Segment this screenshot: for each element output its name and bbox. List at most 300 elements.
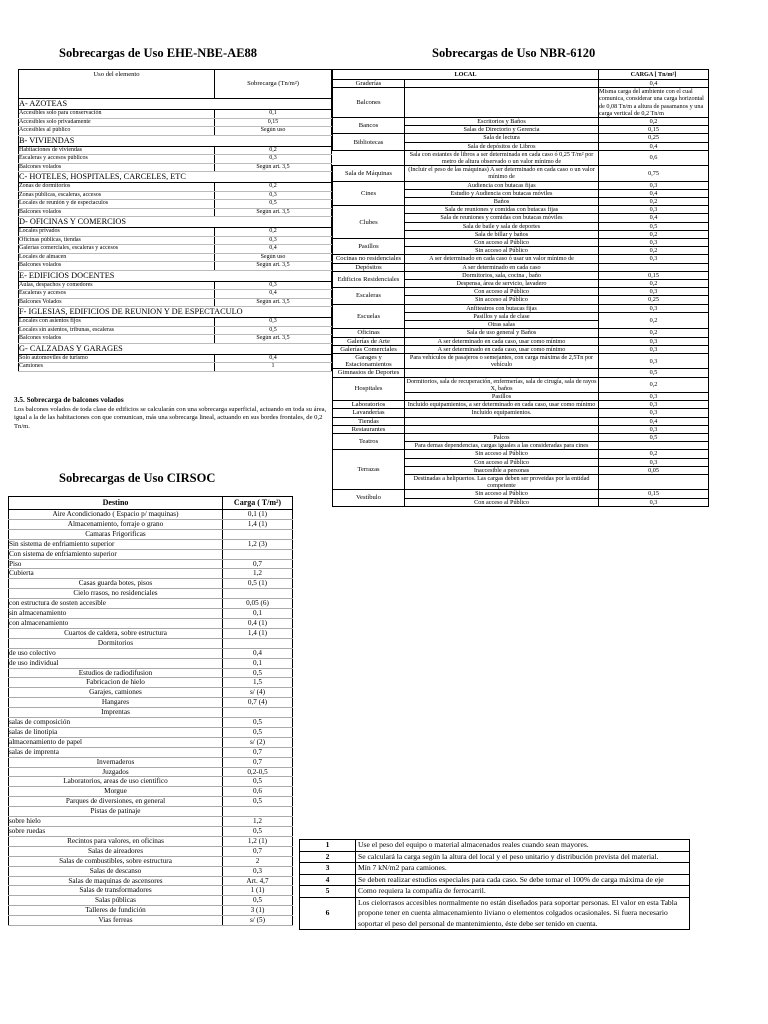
ehe-use-cell: Camiones bbox=[19, 363, 215, 372]
cirsoc-row bbox=[9, 668, 293, 678]
nbr-load-cell: 0,3 bbox=[599, 498, 709, 506]
cirsoc-load-cell: 0,1 (1) bbox=[223, 510, 293, 520]
cirsoc-title: Sobrecargas de Uso CIRSOC bbox=[59, 471, 216, 485]
ehe-load-cell: 0,3 bbox=[215, 281, 332, 290]
nbr-load-cell: 0,4 bbox=[599, 80, 709, 88]
nbr-load-cell: 0,2 bbox=[599, 198, 709, 206]
cirsoc-load-cell: 0,7 bbox=[223, 846, 293, 856]
ehe-load-cell: 0,15 bbox=[215, 118, 332, 127]
ehe-section-label: B- VIVIENDAS bbox=[19, 135, 332, 146]
ehe-row bbox=[19, 290, 332, 299]
ehe-row bbox=[19, 110, 332, 119]
nbr-group-cell: Tiendas bbox=[333, 417, 405, 425]
footnote-text: Como requiera la compañía de ferrocarril. bbox=[356, 886, 690, 898]
nbr-row bbox=[333, 369, 709, 377]
nbr-load-cell: 0,5 bbox=[599, 433, 709, 441]
ehe-row bbox=[19, 163, 332, 172]
nbr-description-cell: Sala de billar y baños bbox=[405, 230, 599, 238]
ehe-section-label: D- OFICINAS Y COMERCIOS bbox=[19, 217, 332, 228]
cirsoc-destination-cell: Salas de transformadores bbox=[9, 886, 223, 896]
nbr-group-cell: Oficinas bbox=[333, 329, 405, 337]
ehe-use-cell: Escaleras y accesos públicos bbox=[19, 155, 215, 164]
cirsoc-row bbox=[9, 856, 293, 866]
ehe-load-cell: 0,3 bbox=[215, 236, 332, 245]
ehe-row bbox=[19, 335, 332, 344]
cirsoc-row bbox=[9, 589, 293, 599]
nbr-group-cell: Garages y Estacionamientos bbox=[333, 353, 405, 368]
cirsoc-row bbox=[9, 807, 293, 817]
nbr-description-cell bbox=[405, 88, 599, 118]
footnote-text: Se deben realizar estudios especiales para cada caso. Se debe tomar el 100% de carga máxima de eje bbox=[356, 874, 690, 886]
nbr-load-cell: 0,4 bbox=[599, 189, 709, 197]
nbr-load-cell: 0,4 bbox=[599, 214, 709, 222]
nbr-description-cell: Pasillos bbox=[405, 392, 599, 400]
ehe-load-cell: 0,2 bbox=[215, 228, 332, 237]
cirsoc-load-cell: 0,5 bbox=[223, 718, 293, 728]
ehe-use-cell: Accesibles solo para conservación bbox=[19, 110, 215, 119]
ehe-use-cell: Locales sin asientos, tribunas, escaleras bbox=[19, 326, 215, 335]
ehe-row bbox=[19, 236, 332, 245]
nbr-description-cell bbox=[405, 369, 599, 377]
nbr-row bbox=[333, 409, 709, 417]
nbr-description-cell: (Incluir el peso de las máquinas) A ser determinado en cada caso o un valor mínimo de bbox=[405, 166, 599, 181]
nbr-load-cell: 0,15 bbox=[599, 126, 709, 134]
nbr-description-cell: Con acceso al Público bbox=[405, 458, 599, 466]
cirsoc-load-cell bbox=[223, 549, 293, 559]
nbr-group-cell: Terrazas bbox=[333, 450, 405, 490]
ehe-header-use: Uso del elemento bbox=[19, 70, 215, 99]
ehe-use-cell: Locales de almacen bbox=[19, 253, 215, 262]
cirsoc-load-cell: 0,2-0,5 bbox=[223, 767, 293, 777]
cirsoc-destination-cell: salas de linotipia bbox=[9, 727, 223, 737]
ehe-title: Sobrecargas de Uso EHE-NBE-AE88 bbox=[59, 46, 258, 60]
cirsoc-destination-cell: sobre ruedas bbox=[9, 827, 223, 837]
cirsoc-destination-cell: Juzgados bbox=[9, 767, 223, 777]
balcony-note-heading: 3.5. Sobrecarga de balcones volados bbox=[14, 396, 124, 404]
footnote-number: 3 bbox=[300, 863, 356, 875]
footnote-text: Use el peso del equipo o material almacenados reales cuando sean mayores. bbox=[356, 840, 690, 852]
cirsoc-load-cell bbox=[223, 529, 293, 539]
nbr-load-cell: 0,3 bbox=[599, 337, 709, 345]
cirsoc-destination-cell: Salas de aireadores bbox=[9, 846, 223, 856]
cirsoc-row bbox=[9, 846, 293, 856]
nbr-load-cell: Misma carga del ambiente con el cual comunica, considerar una carga horizontal de 0,08 Tn/m a altura de pasamanos y una carga vertical de 0,2 Tn/m bbox=[599, 88, 709, 118]
ehe-use-cell: Oficinas públicas, tiendas bbox=[19, 236, 215, 245]
ehe-row bbox=[19, 245, 332, 254]
ehe-row bbox=[19, 363, 332, 372]
nbr-load-cell: 0,3 bbox=[599, 255, 709, 263]
footnote-number: 5 bbox=[300, 886, 356, 898]
nbr-description-cell: Sala de lectura bbox=[405, 134, 599, 142]
ehe-section-row bbox=[19, 343, 332, 354]
nbr-description-cell bbox=[405, 417, 599, 425]
cirsoc-destination-cell: Recintos para valores, en oficinas bbox=[9, 836, 223, 846]
nbr-row bbox=[333, 425, 709, 433]
nbr-row bbox=[333, 118, 709, 126]
ehe-row bbox=[19, 127, 332, 136]
cirsoc-row bbox=[9, 678, 293, 688]
nbr-description-cell: Despensa, área de servicio, lavadero bbox=[405, 280, 599, 288]
nbr-group-cell: Lavanderías bbox=[333, 409, 405, 417]
ehe-row bbox=[19, 208, 332, 217]
cirsoc-destination-cell: Casas guarda botes, pisos bbox=[9, 579, 223, 589]
ehe-row bbox=[19, 354, 332, 363]
cirsoc-load-cell: 1,5 bbox=[223, 678, 293, 688]
cirsoc-destination-cell: Morgue bbox=[9, 787, 223, 797]
nbr-description-cell bbox=[405, 425, 599, 433]
cirsoc-load-cell: 0,7 bbox=[223, 747, 293, 757]
ehe-row bbox=[19, 155, 332, 164]
cirsoc-load-cell: s/ (4) bbox=[223, 688, 293, 698]
cirsoc-row bbox=[9, 797, 293, 807]
cirsoc-load-cell: 0,5 (1) bbox=[223, 579, 293, 589]
nbr-load-cell: 0,4 bbox=[599, 142, 709, 150]
cirsoc-row bbox=[9, 529, 293, 539]
nbr-description-cell: Palcos bbox=[405, 433, 599, 441]
ehe-use-cell: Locales privados bbox=[19, 228, 215, 237]
cirsoc-destination-cell: Garajes, camiones bbox=[9, 688, 223, 698]
footnote-number: 1 bbox=[300, 840, 356, 852]
cirsoc-destination-cell: con almacenamiento bbox=[9, 618, 223, 628]
cirsoc-load-cell: 0,5 bbox=[223, 797, 293, 807]
nbr-row bbox=[333, 271, 709, 279]
cirsoc-load-cell: 1 (1) bbox=[223, 886, 293, 896]
nbr-load-cell: 0,25 bbox=[599, 296, 709, 304]
ehe-table bbox=[18, 69, 332, 372]
ehe-load-cell: 0,2 bbox=[215, 146, 332, 155]
nbr-group-cell: Galerías de Arte bbox=[333, 337, 405, 345]
footnote-number: 4 bbox=[300, 874, 356, 886]
nbr-description-cell: Sin acceso al Público bbox=[405, 247, 599, 255]
cirsoc-row bbox=[9, 708, 293, 718]
footnote-row bbox=[300, 886, 690, 898]
nbr-description-cell: Para vehículos de pasajeros o semejantes, con carga máxima de 2,5Tn por vehículo bbox=[405, 353, 599, 368]
ehe-load-cell: Según art. 3,5 bbox=[215, 335, 332, 344]
nbr-load-cell: 0,2 bbox=[599, 230, 709, 238]
nbr-description-cell: Sala de reuniones y comidas con butacas móviles bbox=[405, 214, 599, 222]
cirsoc-destination-cell: Sin sistema de enfriamiento superior bbox=[9, 539, 223, 549]
ehe-load-cell: 1 bbox=[215, 363, 332, 372]
ehe-row bbox=[19, 228, 332, 237]
cirsoc-row bbox=[9, 569, 293, 579]
cirsoc-load-cell bbox=[223, 638, 293, 648]
cirsoc-destination-cell: Cubierta bbox=[9, 569, 223, 579]
ehe-use-cell: Aulas, despachos y comedores bbox=[19, 281, 215, 290]
ehe-row bbox=[19, 200, 332, 209]
nbr-description-cell: Dormitorios, sala, cocina , baño bbox=[405, 271, 599, 279]
nbr-table bbox=[332, 69, 709, 507]
cirsoc-row bbox=[9, 638, 293, 648]
ehe-section-row bbox=[19, 172, 332, 183]
nbr-group-cell: Bibliotecas bbox=[333, 134, 405, 150]
cirsoc-row bbox=[9, 836, 293, 846]
cirsoc-row bbox=[9, 876, 293, 886]
nbr-load-cell bbox=[599, 263, 709, 271]
balcony-note bbox=[14, 396, 332, 431]
cirsoc-load-cell: 3 (1) bbox=[223, 906, 293, 916]
ehe-section-row bbox=[19, 135, 332, 146]
nbr-load-cell: 0,2 bbox=[599, 450, 709, 458]
nbr-group-cell: Gimnasios de Deportes bbox=[333, 369, 405, 377]
nbr-row bbox=[333, 80, 709, 88]
nbr-description-cell: A ser determinado en cada caso ó usar un valor mínimo de bbox=[405, 255, 599, 263]
cirsoc-row bbox=[9, 688, 293, 698]
nbr-row bbox=[333, 206, 709, 214]
nbr-group-cell: Escuelas bbox=[333, 304, 405, 329]
cirsoc-row bbox=[9, 896, 293, 906]
cirsoc-destination-cell: Estudios de radiodifusion bbox=[9, 668, 223, 678]
cirsoc-row bbox=[9, 916, 293, 926]
cirsoc-row bbox=[9, 628, 293, 638]
cirsoc-row bbox=[9, 886, 293, 896]
cirsoc-load-cell bbox=[223, 807, 293, 817]
ehe-row bbox=[19, 191, 332, 200]
cirsoc-load-cell: 1,4 (1) bbox=[223, 628, 293, 638]
cirsoc-row bbox=[9, 866, 293, 876]
ehe-load-cell: Según art. 3,5 bbox=[215, 262, 332, 271]
cirsoc-load-cell: 1,2 (3) bbox=[223, 539, 293, 549]
cirsoc-destination-cell: Salas públicas bbox=[9, 896, 223, 906]
nbr-load-cell bbox=[599, 442, 709, 450]
cirsoc-destination-cell: Piso bbox=[9, 559, 223, 569]
ehe-use-cell: Locales con asientos fijos bbox=[19, 318, 215, 327]
nbr-group-cell: Clubes bbox=[333, 206, 405, 239]
cirsoc-destination-cell: salas de imprenta bbox=[9, 747, 223, 757]
cirsoc-load-cell bbox=[223, 708, 293, 718]
nbr-row bbox=[333, 433, 709, 441]
nbr-load-cell: 0,3 bbox=[599, 401, 709, 409]
nbr-load-cell: 0,3 bbox=[599, 425, 709, 433]
cirsoc-load-cell: s/ (5) bbox=[223, 916, 293, 926]
footnote-row bbox=[300, 874, 690, 886]
cirsoc-load-cell: 0,1 bbox=[223, 609, 293, 619]
nbr-description-cell: Incluido equipamientos, a ser determinado en cada caso, usar como mínimo bbox=[405, 401, 599, 409]
balcony-note-body: Los balcones volados de toda clase de edificios se calcularán con una sobrecarga superficial, actuando en toda su área, igual a la de las habitaciones con que comunican, más una sobrecarga lineal, actuando en sus bordes frontales, de 0,2 Tn/m. bbox=[14, 405, 327, 430]
cirsoc-load-cell: 0,5 bbox=[223, 777, 293, 787]
nbr-load-cell: 0,5 bbox=[599, 222, 709, 230]
nbr-description-cell: Con acceso al Público bbox=[405, 239, 599, 247]
nbr-load-cell: 0,25 bbox=[599, 134, 709, 142]
ehe-section-row bbox=[19, 270, 332, 281]
cirsoc-row bbox=[9, 718, 293, 728]
ehe-section-label: E- EDIFICIOS DOCENTES bbox=[19, 270, 332, 281]
nbr-group-cell: Graderías bbox=[333, 80, 405, 88]
cirsoc-destination-cell: Parques de diversiones, en general bbox=[9, 797, 223, 807]
cirsoc-header-destination: Destino bbox=[9, 497, 223, 510]
ehe-use-cell: Galerías comerciales, escaleras y accesos bbox=[19, 245, 215, 254]
cirsoc-destination-cell: Talleres de fundición bbox=[9, 906, 223, 916]
footnote-text: Se calculará la carga según la altura del local y el peso unitario y distribución prevista del material. bbox=[356, 851, 690, 863]
cirsoc-load-cell bbox=[223, 589, 293, 599]
nbr-load-cell: 0,3 bbox=[599, 345, 709, 353]
nbr-load-cell: 0,4 bbox=[599, 417, 709, 425]
nbr-group-cell: Balcones bbox=[333, 88, 405, 118]
cirsoc-destination-cell: sobre hielo bbox=[9, 817, 223, 827]
cirsoc-row bbox=[9, 817, 293, 827]
cirsoc-load-cell: 1,2 bbox=[223, 817, 293, 827]
cirsoc-destination-cell: Vias ferreas bbox=[9, 916, 223, 926]
nbr-group-cell: Escaleras bbox=[333, 288, 405, 304]
nbr-description-cell: Para demas dependencias, cargas iguales a las consideradas para cines bbox=[405, 442, 599, 450]
ehe-use-cell: Escaleras y accesos bbox=[19, 290, 215, 299]
cirsoc-destination-cell: almacenamiento de papel bbox=[9, 737, 223, 747]
ehe-section-label: C- HOTELES, HOSPITALES, CARCELES, ETC bbox=[19, 172, 332, 183]
ehe-row bbox=[19, 146, 332, 155]
ehe-section-row bbox=[19, 217, 332, 228]
nbr-load-cell: 0,3 bbox=[599, 392, 709, 400]
nbr-load-cell: 0,5 bbox=[599, 369, 709, 377]
nbr-description-cell bbox=[405, 80, 599, 88]
cirsoc-row bbox=[9, 906, 293, 916]
ehe-row bbox=[19, 281, 332, 290]
cirsoc-row bbox=[9, 737, 293, 747]
cirsoc-destination-cell: Invernaderos bbox=[9, 757, 223, 767]
cirsoc-load-cell: s/ (2) bbox=[223, 737, 293, 747]
nbr-description-cell: Con acceso al Público bbox=[405, 288, 599, 296]
cirsoc-load-cell: 0,6 bbox=[223, 787, 293, 797]
footnote-row bbox=[300, 840, 690, 852]
cirsoc-load-cell: 0,5 bbox=[223, 727, 293, 737]
nbr-load-cell: 0,05 bbox=[599, 466, 709, 474]
ehe-section-label: F- IGLESIAS, EDIFICIOS DE REUNION Y DE ESPECTACULO bbox=[19, 307, 332, 318]
cirsoc-row bbox=[9, 648, 293, 658]
nbr-load-cell: 0,2 bbox=[599, 377, 709, 392]
nbr-row bbox=[333, 337, 709, 345]
nbr-load-cell: 0,3 bbox=[599, 288, 709, 296]
cirsoc-load-cell: 0,5 bbox=[223, 827, 293, 837]
cirsoc-destination-cell: Fabricacion de hielo bbox=[9, 678, 223, 688]
cirsoc-load-cell: 0,4 bbox=[223, 648, 293, 658]
nbr-load-cell: 0,2 bbox=[599, 329, 709, 337]
ehe-use-cell: Solo automoviles de turismo bbox=[19, 354, 215, 363]
nbr-load-cell: 0,3 bbox=[599, 409, 709, 417]
cirsoc-table bbox=[8, 496, 293, 926]
nbr-description-cell: Baños bbox=[405, 198, 599, 206]
nbr-group-cell: Restaurantes bbox=[333, 425, 405, 433]
ehe-load-cell: Según uso bbox=[215, 253, 332, 262]
cirsoc-row bbox=[9, 549, 293, 559]
ehe-load-cell: Según art. 3,5 bbox=[215, 208, 332, 217]
nbr-description-cell: A ser determinado en cada caso, usar como mínimo bbox=[405, 337, 599, 345]
nbr-description-cell: Estudio y Audiencia con butacas móviles bbox=[405, 189, 599, 197]
nbr-description-cell: Audiencia con butacas fijas bbox=[405, 181, 599, 189]
cirsoc-load-cell: 0,3 bbox=[223, 866, 293, 876]
cirsoc-destination-cell: Almacenamiento, forraje o grano bbox=[9, 519, 223, 529]
nbr-load-cell: 0,3 bbox=[599, 181, 709, 189]
nbr-load-cell: 0,3 bbox=[599, 458, 709, 466]
ehe-use-cell: Zonas públicas, escaleras, accesos bbox=[19, 191, 215, 200]
cirsoc-row bbox=[9, 747, 293, 757]
ehe-section-label: A- AZOTEAS bbox=[19, 99, 332, 110]
ehe-row bbox=[19, 298, 332, 307]
cirsoc-load-cell: Art. 4,7 bbox=[223, 876, 293, 886]
ehe-load-cell: 0,5 bbox=[215, 326, 332, 335]
cirsoc-destination-cell: con estructura de sosten accesible bbox=[9, 599, 223, 609]
nbr-load-cell: 0,6 bbox=[599, 150, 709, 165]
ehe-row bbox=[19, 326, 332, 335]
nbr-row bbox=[333, 304, 709, 312]
nbr-description-cell: Sala de uso general y Baños bbox=[405, 329, 599, 337]
cirsoc-load-cell: 1,2 (1) bbox=[223, 836, 293, 846]
ehe-use-cell: Balcones volados bbox=[19, 208, 215, 217]
cirsoc-destination-cell: Pistas de patinaje bbox=[9, 807, 223, 817]
cirsoc-row bbox=[9, 510, 293, 520]
cirsoc-destination-cell: Salas de maquinas de ascensores bbox=[9, 876, 223, 886]
cirsoc-load-cell: 0,7 bbox=[223, 559, 293, 569]
ehe-load-cell: 0,4 bbox=[215, 354, 332, 363]
ehe-use-cell: Zonas de dormitorios bbox=[19, 183, 215, 192]
nbr-row bbox=[333, 288, 709, 296]
ehe-load-cell: 0,3 bbox=[215, 191, 332, 200]
ehe-row bbox=[19, 183, 332, 192]
cirsoc-row bbox=[9, 519, 293, 529]
nbr-group-cell: Cocinas no residenciales bbox=[333, 255, 405, 263]
ehe-header-load: Sobrecarga (Tn/m²) bbox=[215, 70, 332, 99]
footnote-text: Mín 7 kN/m2 para camiones. bbox=[356, 863, 690, 875]
ehe-load-cell: Según art. 3,5 bbox=[215, 163, 332, 172]
nbr-description-cell: Sala con estantes de libros a ser determinada en cada caso ó 0,25 T/m² por metro de altura observado o un valor mínimo de bbox=[405, 150, 599, 165]
nbr-group-cell: Depósitos bbox=[333, 263, 405, 271]
footnote-row bbox=[300, 851, 690, 863]
nbr-load-cell: 0,3 bbox=[599, 304, 709, 312]
nbr-description-cell: Otras salas bbox=[405, 321, 599, 329]
footnote-text: Los cielorrasos accesibles normalmente no están diseñados para soportar personas. El valor en esta Tabla propone tener en cuenta almacenamiento liviano o elementos colgados ocasionales. Si fuera necesario soportar el peso del personal de mantenimiento, éste debe ser tenido en cuenta. bbox=[356, 897, 690, 930]
ehe-load-cell: 0,1 bbox=[215, 110, 332, 119]
nbr-description-cell: A ser determinado en cada caso, usar como mínimo bbox=[405, 345, 599, 353]
nbr-load-cell: 0,15 bbox=[599, 490, 709, 498]
nbr-group-cell: Cines bbox=[333, 181, 405, 206]
nbr-group-cell: Laboratorios bbox=[333, 401, 405, 409]
nbr-load-cell: 0,3 bbox=[599, 239, 709, 247]
nbr-row bbox=[333, 134, 709, 142]
nbr-description-cell: Con acceso al Público bbox=[405, 498, 599, 506]
cirsoc-header-load: Carga ( T/m²) bbox=[223, 497, 293, 510]
footnote-row bbox=[300, 897, 690, 930]
nbr-group-cell: Sala de Máquinas bbox=[333, 166, 405, 181]
cirsoc-destination-cell: de uso colectivo bbox=[9, 648, 223, 658]
nbr-description-cell: A ser determinado en cada caso bbox=[405, 263, 599, 271]
cirsoc-load-cell: 2 bbox=[223, 856, 293, 866]
nbr-title: Sobrecargas de Uso NBR-6120 bbox=[432, 46, 596, 60]
nbr-group-cell: Hospitales bbox=[333, 377, 405, 401]
cirsoc-destination-cell: Aire Acondicionado ( Espacio p/ maquinas) bbox=[9, 510, 223, 520]
nbr-load-cell: 0,15 bbox=[599, 271, 709, 279]
nbr-load-cell: 0,3 bbox=[599, 206, 709, 214]
cirsoc-load-cell: 1,4 (1) bbox=[223, 519, 293, 529]
ehe-row bbox=[19, 262, 332, 271]
ehe-row bbox=[19, 318, 332, 327]
cirsoc-destination-cell: Laboratorios, areas de uso cientifico bbox=[9, 777, 223, 787]
ehe-load-cell: 0,3 bbox=[215, 318, 332, 327]
ehe-use-cell: Balcones volados bbox=[19, 335, 215, 344]
ehe-section-row bbox=[19, 99, 332, 110]
ehe-load-cell: Según uso bbox=[215, 127, 332, 136]
ehe-load-cell: Según art. 3,5 bbox=[215, 298, 332, 307]
footnote-row bbox=[300, 863, 690, 875]
cirsoc-row bbox=[9, 757, 293, 767]
ehe-load-cell: 0,2 bbox=[215, 183, 332, 192]
nbr-description-cell: Anfiteatros con butacas fijas bbox=[405, 304, 599, 312]
nbr-description-cell: Sala de reuniones y comidas con butacas fijas bbox=[405, 206, 599, 214]
nbr-header-local: LOCAL bbox=[333, 70, 599, 80]
nbr-description-cell: Sala de baile y sala de deportes bbox=[405, 222, 599, 230]
cirsoc-row bbox=[9, 698, 293, 708]
cirsoc-row bbox=[9, 559, 293, 569]
cirsoc-load-cell: 0,7 (4) bbox=[223, 698, 293, 708]
nbr-group-cell: Edificios Residenciales bbox=[333, 271, 405, 287]
nbr-load-cell: 0,75 bbox=[599, 166, 709, 181]
cirsoc-load-cell: 0,5 bbox=[223, 896, 293, 906]
